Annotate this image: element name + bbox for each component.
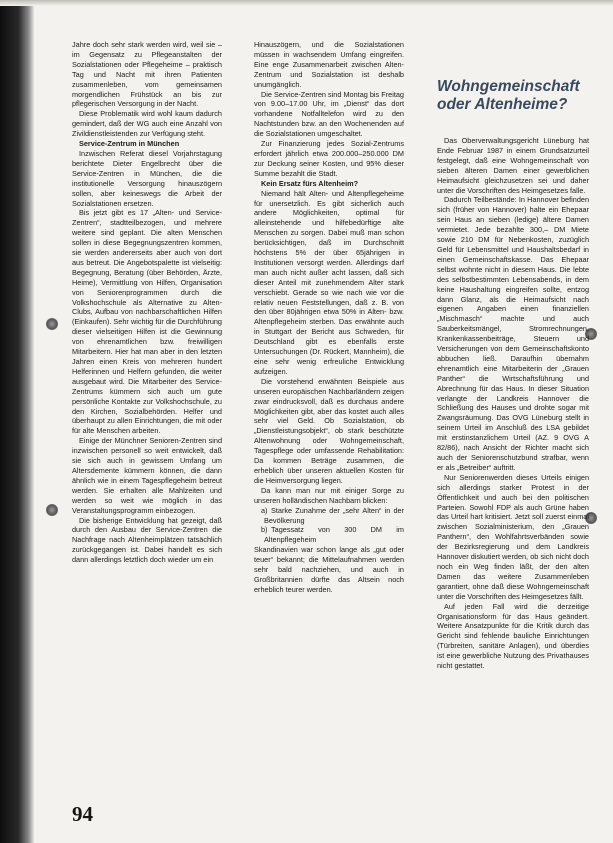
paragraph: Diese Problematik wird wohl kaum dadurch gemindert, daß der WG auch eine Anzahl von Zivildienstleistenden zur Verfügung steht. [72,109,222,139]
list-item [254,525,404,545]
section-heading: Kein Ersatz fürs Altenheim? [261,178,359,188]
list-marker: a) [261,505,268,515]
paragraph: Niemand hält Alten- und Altenpflegeheime für unersetzlich. Es gibt sicherlich auch andere Möglichkeiten, optimal für alleinstehende und hilfebedürftige alte Menschen zu sorgen. Dabei muß man schon berücksichtigen, daß im Durchschnitt höchstens 5% der über 65jährigen in Institutionen versorgt werden. Allerdings darf man auch nicht außer acht lassen, daß sich dieser Anteil mit zunehmendem Alter stark verschiebt. Gerade so wie nach wie vor die relativ neuen Feststellungen, daß z. B. von den über 80jährigen etwa 50% in Alten- bzw. Altenpflegeheim sterben. Das erwähnte auch in Stuttgart der Bericht aus Schweden, für Deutschland gibt es ebenfalls erste Untersuchungen (Dr. Rückert, Mannheim), die eine sehr wenig erfreuliche Entwicklung aufzeigen. [254,188,404,376]
paragraph: Inzwischen Referat diesel Vorjahrstagung berichtete Dieter Engelbrecht über die Service-Zentren in München, die die institutionelle Versorgung hinauszögern sollen, aber keineswegs die Arbeit der Sozialstationen ersetzen. [72,148,222,208]
paragraph: Nur Seniorenwerden dieses Urteils einigen sich allerdings starker Protest in der Öffentlichkeit und auch bei den politischen Parteien. Sowohl FDP als auch Grüne haben das Urteil hart kritisiert. Jetzt soll zuerst einmal zwischen Sozialministerium, den „Grauen Panthern“, den Wohlfahrtsverbänden sowie der Bezirksregierung und dem Landkreis Hannover diskutiert werden, ob sich nicht doch noch ein Weg finden läßt, der den alten Damen das weitere Zusammenleben garantiert, ohne daß diese Wohngemeinschaft unter die Vorschriften des Heimgesetzes fällt. [437,472,589,601]
list-item [254,506,404,526]
list-item-text: Tagessatz von 300 DM im Altenpflegeheim [264,525,404,545]
paragraph: Hinauszögern, und die Sozialstationen müssen in wachsendem Umfang eingreifen. Eine enge Zusammenarbeit zwischen Alten-Zentrum und Sozialstation ist deshalb unumgänglich. [254,40,404,89]
page-number: 94 [72,802,93,826]
section-heading: Service-Zentrum in München [79,139,180,149]
list-marker: b) [261,525,268,535]
text-column-2 [254,40,404,595]
paragraph: Jahre doch sehr stark werden wird, weil sie – im Gegensatz zu Pflegeanstalten der Sozialstationen oder Pflegeheime – praktisch Tag und Nacht mit ihren Patienten zusammenleben, vom gemeinsamen morgendlichen Frühstück an bis zur pflegerischen Versorgung in der Nacht. [72,40,222,109]
paragraph: Skandinavien war schon lange als „gut oder teuer“ bekannt; die Mittelaufnahmen werden sehr bald nachziehen, und auch in Großbritannien dürfte das Altsein noch erheblich teurer werden. [254,545,404,594]
paragraph: Die Service-Zentren sind Montag bis Freitag von 9.00–17.00 Uhr, im „Dienst“ das dort vorhandene Notfalltelefon wird zu den Nachtstunden bzw. an den Wochenenden auf die Sozialstationen umgeschaltet. [254,89,404,139]
paragraph: Die vorstehend erwähnten Beispiele aus unseren europäischen Nachbarländern zeigen zwar eindrucksvoll, daß es durchaus andere Möglichkeiten gibt, aber das kostet auch alles sehr viel Geld. Ob Sozialstation, ob „Dienstleistungsobjekt“, ob stark beschützte Altenwohnung oder Wohngemeinschaft, Tagespflege oder umfassende Rehabilitation: Da kommen Beträge zusammen, die erheblich über unseren aktuellen Kosten für die Heimversorgung liegen. [254,376,404,485]
list-item-text: Starke Zunahme der „sehr Alten“ in der Bevölkerung [264,505,404,525]
text-column-3 [437,40,589,671]
paragraph: Da kann man nur mit einiger Sorge zu unseren holländischen Nachbarn blicken: [254,485,404,505]
punch-hole-lower [46,504,58,516]
text-column-1 [72,40,222,565]
punch-hole-upper [46,318,58,330]
paragraph: Dadurch Teilbestände: In Hannover befinden sich (früher von Hannover) halte ein Ehepaar sein Haus an sieben (ledige) ältere Damen vermietet. Jede bezahlte 300,– DM Miete sowie 210 DM für Nebenkosten, zuzüglich Geld für Lebensmittel und Haushaltsbedarf in einen Gemeinschaftskasse. Das Ehepaar selbst wohnte nicht in diesem Haus. Die lebte des selbstbestimmten Lebensabends, in dem keine Haushaltung eingreifen sollte, entzog dann Glanz, als die Heimaufsicht nach eigenen Angaben einen finanziellen „Mischmasch“ machte und auch Sauberkeitsmängel, Stromrechnungen, Krankenkassenbeiträge, Steuern und Versicherungen von dem Gemeinschaftskonto abbuchen ließ. Daraufhin übernahm ehrenamtlich eine Mitarbeiterin der „Grauen Panther“ die Wirtschaftsführung und Abrechnung für das Haus. In dieser Situation verlangte der Landkreis Hannover die Schließung des Hauses und drohte sogar mit Zwangsräumung. Das OVG Lüneburg stellt in seinem Urteil im Anschluß des LSA gebildet mit erstinstanzlichem Urteil (AZ. 9 OVG A 82/86), nach Ansicht der Richter macht sich auch der Seniorenschutzbund strafbar, wenn er als „Betreiber“ auftritt. [437,195,589,472]
paragraph: Die bisherige Entwicklung hat gezeigt, daß durch den Ausbau der Service-Zentren die Nachfrage nach Altenheimplätzen tatsächlich zurückgegangen ist. Dabei handelt es sich dann allerdings letztlich doch wieder um ein [72,515,222,565]
article-headline: Wohngemeinschaft oder Altenheime? [437,78,580,113]
paragraph: Auf jeden Fall wird die derzeitige Organisationsform für das Haus geändert. Weitere Ansatzpunkte für die Kritik durch das Gericht sind fehlende bauliche Einrichtungen (Türbreiten, sanitäre Anlagen), und überdies ist eine gewerbliche Nutzung des Privathauses nicht gestattet. [437,601,589,671]
page-top-shadow [0,0,613,6]
paragraph: Bis jetzt gibt es 17 „Alten- und Service-Zentren“, stadtteilbezogen, und mehrere weitere sind geplant. Die alten Menschen sollen in diese Begegnungszentren kommen, sie werden andererseits aber auch von dort aus betreut. Die Angebotspalette ist vielseitig: Begegnung, Beratung (über Behörden, Ärzte, Heime), Vermittlung von Hilfen, Organisation von Seniorenprogrammen durch die Volkshochschule als Alternative zu Alten-Clubs, Aufbau von nachbarschaftlichen Hilfen (Einkaufen). Sehr wichtig für die Durchführung dieser vielseitigen Hilfen ist die Gewinnung von ehrenamtlichen bzw. freiwilligen Mitarbeitern. Hier hat man aber in den letzten Jahren einen Kreis von mehreren hundert Helferinnen und Helfern gefunden, die weiter ausgebaut wird. Die Mitarbeiter des Service-Zentrums kümmern sich auch um gute persönliche Kontakte zur Volkshochschule, zu den Kirchen, Sozialbehörden. Helfer und überhaupt zu allen Einrichtungen, die mit oder für alte Menschen arbeiten. [72,208,222,436]
page-edge-shadow [0,0,34,843]
paragraph: Zur Finanzierung jedes Sozial-Zentrums erfordert jährlich etwa 200.000–250.000 DM zur Deckung seiner Kosten, und 95% dieser Summe bezahlt die Stadt. [254,139,404,178]
paragraph: Das Oberverwaltungsgericht Lüneburg hat Ende Februar 1987 in einem Grundsatzurteil festgelegt, daß eine Wohngemeinschaft von sieben älteren Damen einer gewerblichen Heimaufsicht gleichzusetzen sei und daher unter die Vorschriften des Heimgesetzes falle. [437,136,589,195]
paragraph: Einige der Münchner Senioren-Zentren sind inzwischen personell so weit entwickelt, daß sie sich auch in gewissem Umfang um Altersdemente kümmern können, die dann ähnlich wie in einem Tagespflegeheim betreut werden. Sie erhalten alle Mahlzeiten und werden so weit wie möglich in das Veranstaltungsprogramm einbezogen. [72,436,222,515]
